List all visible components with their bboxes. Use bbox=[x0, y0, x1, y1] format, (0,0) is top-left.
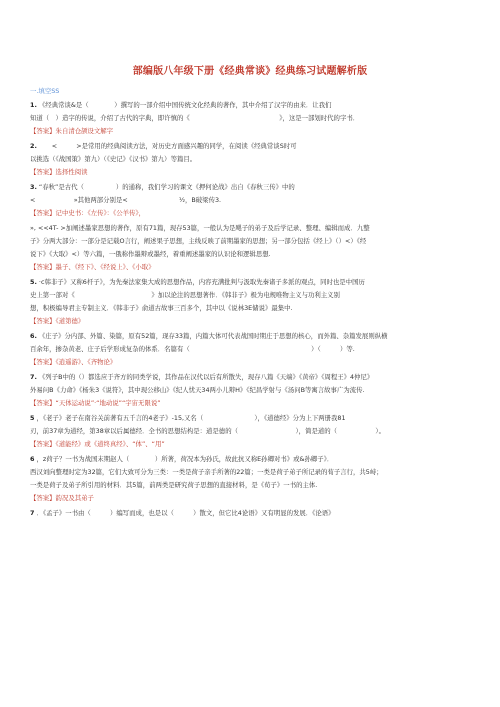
question-text: ，z荷子？一书为战国末期赵人（ ）所著，荷况本为孙氏，故此抗又称E孙卿对书》或&孙卿子》． bbox=[36, 455, 334, 463]
question-number: 6 bbox=[30, 455, 35, 463]
question-line bbox=[30, 140, 476, 153]
question-text: 以挑选（《战国策》第九）（《史记》《汉书》第九）等篇目。 bbox=[30, 155, 197, 163]
question-text: 一类是荷子及弟子所引用的材料．其5篇，前两类是研究荷子思想的直接材料，是《荀子》一书的主体. bbox=[30, 481, 318, 489]
question-text: 刃，前37章为道经，第38章以后属德经．全书的思想结构是：道是德的（ ），简是道的（ ）。 bbox=[30, 427, 385, 435]
question-line bbox=[30, 302, 476, 315]
question-line bbox=[30, 181, 476, 194]
answer-line: 【答案】朱自清仓颉设文解字 bbox=[30, 127, 114, 135]
question-line bbox=[30, 235, 476, 248]
question-text: “春秋”是古代（ ）的通称，我们学习的课文《押何论战》出自《春秋三传》中的 bbox=[38, 183, 295, 191]
question-text: 百余年，掺杂黄老、庄子后学形成复杂的体系．名篇有（ ）（ ）等. bbox=[30, 345, 355, 353]
answer-line: 【答案】记中史书：《左传》：《公羊传》， bbox=[30, 209, 146, 217]
question-line bbox=[30, 194, 476, 207]
answer-line: 【答案】墨子、《经下》、《经说上》、《小取》 bbox=[30, 263, 155, 271]
question-text: 想，积极编导君主专制主义．《韩非子》俞道古故事三百多个，其中以《说林3E储说》最集中. bbox=[30, 304, 293, 312]
question-text: 外易问B《力命》《杨朱3《说符》，其中现公移山》《纪人忧天34两小儿辩H》《纪昌学射与《汤问B等寓言故事广为流传. bbox=[30, 386, 365, 394]
question-text: 《庄子》分内部、外篇、染篇，原有52篇，现存33篇，内篇大体可代表战国时期庄于思想的核心，而外篇、杂篇发展则纵横 bbox=[38, 332, 388, 340]
question-list bbox=[30, 99, 476, 520]
question-text: 西汉刘向整理时定为32篇，它们大致可分为三类：一类是荷子亲手所著的22篇；一类是荷子弟子所记录的荀子言行，共5峙； bbox=[30, 468, 383, 476]
answer-line: 【答案】《逍遥游》、《齐物论》 bbox=[30, 358, 117, 366]
question-line bbox=[30, 330, 476, 343]
question-number: 5 bbox=[30, 414, 35, 422]
question-line bbox=[30, 371, 476, 384]
question-line bbox=[30, 222, 476, 235]
answer-line: 【答案】韵况及其弟子 bbox=[30, 494, 94, 502]
question-number: 2. bbox=[30, 142, 37, 150]
question-number: 7. bbox=[30, 373, 37, 381]
question-text: 《列子B中的（）都选应于齐方的同类学说，其作品在汉代以后有所散失，现存八篇《天端》《黄帝》《周程王》4仲尼》 bbox=[38, 373, 374, 381]
question-line bbox=[30, 112, 476, 125]
question-text: 子》分两大部分：一部分是记载O言行，阐述果子思想，主线反映了前期墨家的思想；另一部分包括《经上》（）<）《经 bbox=[30, 237, 367, 245]
question-line bbox=[30, 479, 476, 492]
question-number: 1. bbox=[30, 101, 37, 109]
question-text: ·c韩非子》又称6杆子》，为先秦法家集大成的思想作品，内容充满批判与汲取先秦诸子多派的观点，同时也是中国历 bbox=[38, 278, 365, 286]
question-text: », <<4T- >加阐述墨家思想的著作，原有71篇，现存53篇，一般认为是飓子的弟子及后学记录、整理、编辑而成．九整 bbox=[30, 224, 370, 232]
question-line bbox=[30, 99, 476, 112]
question-line bbox=[30, 384, 476, 397]
question-text: ．《孟子》一书由（ ）编写而成，也是以（ ）散文，但它比4论语》又有明显的发展．《论语》 bbox=[36, 509, 335, 517]
question-number: 3. bbox=[30, 183, 37, 191]
question-text: < »其他两部分别是< ½，B破梁传3. bbox=[30, 196, 222, 204]
answer-line: 【答案】选择性阅读 bbox=[30, 168, 88, 176]
question-line bbox=[30, 248, 476, 261]
question-text: < >是常用的经典阅读方法，对历史方面感兴趣的同学，在阅读《经典常谈S时可 bbox=[38, 142, 297, 150]
question-text: ，《老子》老子在南谷关前著有五千言的4老子》-15,又名（ ），《道德经》分为上下两册我81 bbox=[36, 414, 346, 422]
question-number: 6. bbox=[30, 332, 37, 340]
question-line bbox=[30, 343, 476, 356]
question-line bbox=[30, 153, 476, 166]
question-line bbox=[30, 289, 476, 302]
section-heading: 一.填空SS bbox=[30, 87, 60, 95]
question-text: 《经典常谈&是（ ）撰写的一部介绍中国传统文化经典的著作，其中介绍了汉字的由来．让我们 bbox=[38, 101, 332, 109]
answer-line: 【答案】《道第德》 bbox=[30, 317, 85, 325]
question-line bbox=[30, 466, 476, 479]
answer-line: 【答案】“天体运动说”·“地动说”“宇宙无限说” bbox=[30, 399, 161, 407]
question-number: 5. bbox=[30, 278, 37, 286]
question-text: 史上第一部对《 》加以论注的思想著作．《韩非子》极为电规唯物主义与功利主义别 bbox=[30, 291, 340, 299]
question-line bbox=[30, 453, 476, 466]
question-line bbox=[30, 507, 476, 520]
answer-line: 【答案】《道能经》或《道终真经》、“体”、“用” bbox=[30, 440, 165, 448]
document-title: 部编版八年级下册《经典常谈》经典练习试题解析版 bbox=[132, 66, 368, 77]
question-text: 知道（ ）造字的传说，介绍了古代的字典，即许慎的《 》，这是一部划时代的字书． bbox=[30, 114, 360, 122]
question-number: 7 bbox=[30, 509, 35, 517]
question-line bbox=[30, 425, 476, 438]
question-line bbox=[30, 412, 476, 425]
question-line bbox=[30, 276, 476, 289]
question-text: 说下》《大取》<）等六篇，一俄称作墨辩或墨经，着重阐述墨家的认识论和逻辑思想. bbox=[30, 250, 271, 258]
